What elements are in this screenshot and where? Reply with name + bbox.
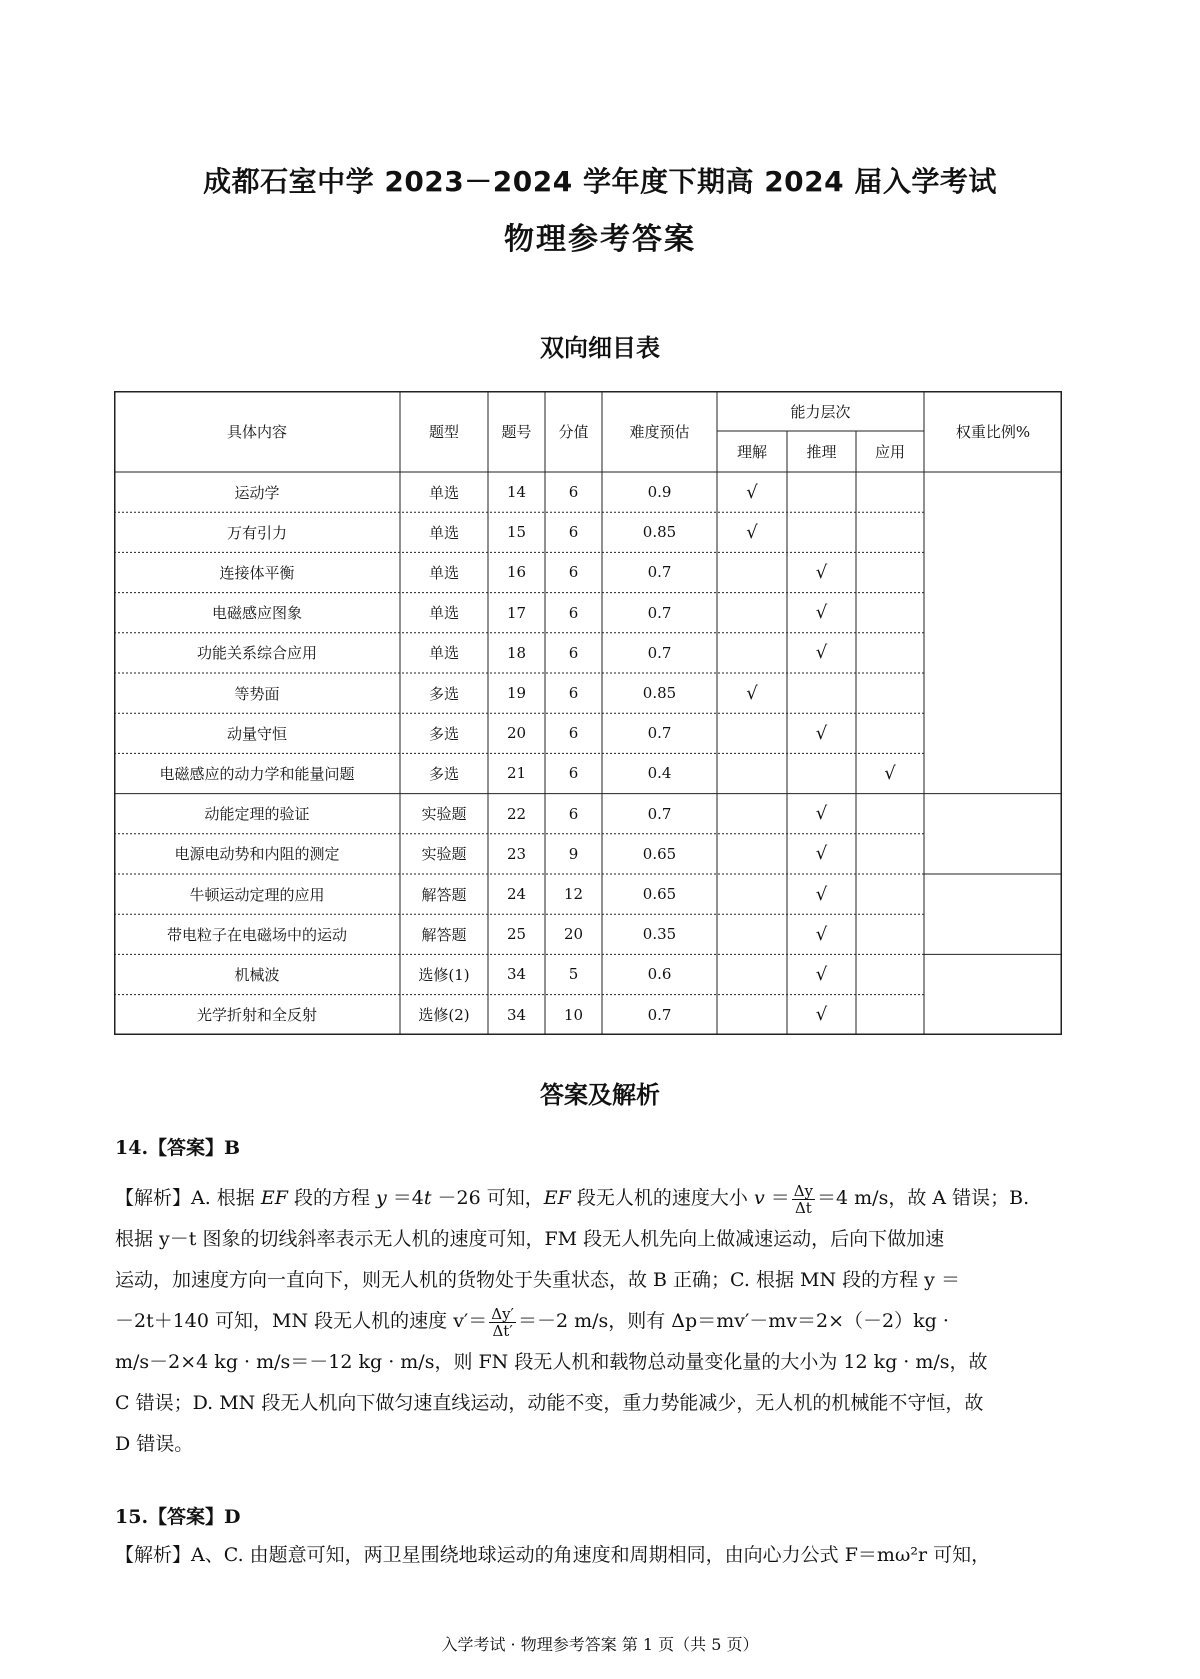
cell-number: 34 xyxy=(506,1005,527,1024)
cell-difficulty: 0.6 xyxy=(647,965,672,984)
cell-number: 15 xyxy=(506,523,527,542)
q14-line-3: 运动，加速度方向一直向下，则无人机的货物处于失重状态，故 B 正确；C. 根据 MN 段的方程 y ＝ xyxy=(115,1269,960,1291)
q14-line-6: C 错误；D. MN 段无人机向下做匀速直线运动，动能不变，重力势能减少，无人机的机械能不守恒，故 xyxy=(115,1392,984,1414)
cell-type: 解答题 xyxy=(421,925,467,944)
cell-type: 选修(2) xyxy=(418,1006,470,1025)
check-apply xyxy=(856,874,924,914)
text-span: 段的方程 xyxy=(287,1187,376,1209)
check-apply xyxy=(856,512,924,552)
cell-type: 单选 xyxy=(428,483,459,502)
cell-type: 实验题 xyxy=(421,845,467,864)
check-apply xyxy=(856,914,924,954)
header-apply: 应用 xyxy=(874,443,905,461)
check-reason: √ xyxy=(815,602,828,624)
text-span: ＝4 m/s，故 A 错误；B. xyxy=(817,1187,1030,1209)
cell-difficulty: 0.7 xyxy=(647,1005,672,1024)
header-difficulty: 难度预估 xyxy=(629,423,690,441)
cell-difficulty: 0.85 xyxy=(642,523,677,542)
header-score: 分值 xyxy=(558,423,589,441)
cell-number: 24 xyxy=(506,885,527,904)
check-apply xyxy=(856,593,924,633)
check-understand xyxy=(717,874,787,914)
cell-difficulty: 0.7 xyxy=(647,563,672,582)
cell-number: 17 xyxy=(506,603,527,622)
cell-content: 连接体平衡 xyxy=(219,563,295,582)
fraction-dy-prime xyxy=(489,1306,516,1339)
check-apply xyxy=(856,713,924,753)
math-span: EF xyxy=(260,1187,288,1209)
cell-number: 16 xyxy=(506,563,527,582)
math-span: EF xyxy=(543,1187,571,1209)
check-understand xyxy=(717,753,787,793)
cell-difficulty: 0.35 xyxy=(642,925,677,944)
check-understand xyxy=(717,794,787,834)
check-understand: √ xyxy=(746,481,758,503)
check-reason: √ xyxy=(815,963,828,985)
text-span: 段无人机的速度大小 xyxy=(570,1187,754,1209)
cell-number: 22 xyxy=(506,804,527,823)
cell-score: 6 xyxy=(568,483,579,502)
cell-type: 单选 xyxy=(428,523,459,542)
text-span: ＝ xyxy=(764,1187,790,1209)
cell-number: 25 xyxy=(506,925,527,944)
check-reason: √ xyxy=(815,1004,828,1026)
cell-number: 21 xyxy=(506,764,527,783)
check-apply xyxy=(856,794,924,834)
check-reason: √ xyxy=(815,923,828,945)
header-number: 题号 xyxy=(501,423,532,441)
q14-line-2: 根据 y－t 图象的切线斜率表示无人机的速度可知，FM 段无人机先向上做减速运动，后向下做加速 xyxy=(115,1228,945,1250)
fraction-numerator: Δy′ xyxy=(491,1304,514,1323)
header-weight: 权重比例% xyxy=(955,423,1031,441)
q15-answer-label: 15.【答案】D xyxy=(115,1506,241,1528)
cell-content: 动能定理的验证 xyxy=(204,805,310,824)
header-type: 题型 xyxy=(428,423,459,441)
cell-score: 6 xyxy=(568,684,579,703)
document-subtitle: 物理参考答案 xyxy=(504,222,696,257)
cell-number: 20 xyxy=(506,724,527,743)
check-reason: √ xyxy=(815,561,828,583)
q15-explanation xyxy=(115,1535,1060,1576)
cell-score: 6 xyxy=(568,804,579,823)
q14-line-7: D 错误。 xyxy=(115,1433,194,1455)
cell-type: 单选 xyxy=(428,644,459,663)
cell-content: 机械波 xyxy=(234,965,280,984)
answers-heading: 答案及解析 xyxy=(540,1081,660,1109)
q14-line-5: m/s－2×4 kg · m/s＝－12 kg · m/s，则 FN 段无人机和载物总动量变化量的大小为 12 kg · m/s，故 xyxy=(115,1351,988,1373)
q14-explanation xyxy=(115,1178,1060,1465)
check-apply: √ xyxy=(884,762,896,784)
cell-content: 电磁感应的动力学和能量问题 xyxy=(159,764,355,783)
check-reason xyxy=(787,472,856,512)
cell-difficulty: 0.7 xyxy=(647,804,672,823)
fraction-denominator: Δt xyxy=(794,1198,812,1217)
check-apply xyxy=(856,552,924,592)
page-footer: 入学考试 · 物理参考答案 第 1 页（共 5 页） xyxy=(441,1635,759,1654)
cell-type: 实验题 xyxy=(421,805,467,824)
cell-difficulty: 0.65 xyxy=(642,885,677,904)
cell-content: 牛顿运动定理的应用 xyxy=(189,885,325,904)
cell-score: 6 xyxy=(568,643,579,662)
check-apply xyxy=(856,995,924,1035)
q14-line-4 xyxy=(115,1301,1060,1342)
cell-type: 单选 xyxy=(428,604,459,623)
check-reason: √ xyxy=(815,642,828,664)
check-understand xyxy=(717,995,787,1035)
specification-table xyxy=(114,391,1062,1035)
check-reason xyxy=(787,753,856,793)
check-apply xyxy=(856,633,924,673)
cell-type: 选修(1) xyxy=(418,965,470,984)
cell-score: 9 xyxy=(568,844,579,863)
cell-score: 20 xyxy=(563,925,584,944)
cell-type: 多选 xyxy=(428,724,459,743)
cell-content: 电磁感应图象 xyxy=(211,604,302,623)
cell-number: 18 xyxy=(506,643,527,662)
check-reason: √ xyxy=(815,722,828,744)
cell-score: 12 xyxy=(563,885,584,904)
check-reason: √ xyxy=(815,843,828,865)
cell-type: 单选 xyxy=(428,563,459,582)
cell-number: 19 xyxy=(506,684,527,703)
cell-difficulty: 0.7 xyxy=(647,643,672,662)
check-apply xyxy=(856,954,924,994)
exam-title: 成都石室中学 2023－2024 学年度下期高 2024 届入学考试 xyxy=(203,165,997,198)
cell-content: 等势面 xyxy=(234,684,280,703)
cell-content: 动量守恒 xyxy=(226,724,287,743)
cell-score: 6 xyxy=(568,523,579,542)
check-understand xyxy=(717,593,787,633)
cell-score: 10 xyxy=(563,1005,584,1024)
cell-number: 23 xyxy=(506,844,527,863)
header-reason: 推理 xyxy=(806,443,837,461)
math-span: y xyxy=(376,1187,387,1209)
check-reason: √ xyxy=(815,803,828,825)
q14-line-1 xyxy=(115,1178,1060,1219)
check-understand xyxy=(717,552,787,592)
text-span: ＝－2 m/s，则有 Δp＝mv′－mv＝2×（－2）kg · xyxy=(517,1310,949,1332)
cell-difficulty: 0.7 xyxy=(647,603,672,622)
check-understand xyxy=(717,713,787,753)
header-ability: 能力层次 xyxy=(790,402,851,421)
check-reason xyxy=(787,673,856,713)
cell-type: 多选 xyxy=(428,764,459,783)
check-understand xyxy=(717,914,787,954)
check-apply xyxy=(856,472,924,512)
cell-type: 解答题 xyxy=(421,885,467,904)
check-reason xyxy=(787,512,856,552)
cell-content: 光学折射和全反射 xyxy=(196,1006,317,1025)
math-span: t xyxy=(423,1187,432,1209)
check-reason: √ xyxy=(815,883,828,905)
check-understand xyxy=(717,834,787,874)
cell-difficulty: 0.7 xyxy=(647,724,672,743)
cell-difficulty: 0.85 xyxy=(642,684,677,703)
cell-content: 功能关系综合应用 xyxy=(196,644,317,663)
cell-score: 6 xyxy=(568,563,579,582)
fraction-numerator: Δy xyxy=(793,1181,814,1200)
check-understand: √ xyxy=(746,682,758,704)
fraction-denominator: Δt′ xyxy=(492,1321,513,1340)
fraction-dy-dt xyxy=(792,1183,815,1216)
math-span: v xyxy=(753,1187,765,1209)
check-apply xyxy=(856,834,924,874)
cell-content: 电源电动势和内阻的测定 xyxy=(174,845,340,864)
cell-score: 5 xyxy=(568,965,579,984)
cell-difficulty: 0.4 xyxy=(647,764,672,783)
text-span: －2t＋140 可知，MN 段无人机的速度 v′＝ xyxy=(115,1310,488,1332)
cell-content: 运动学 xyxy=(234,483,280,502)
cell-content: 带电粒子在电磁场中的运动 xyxy=(166,925,347,944)
check-apply xyxy=(856,673,924,713)
text-span: ＝4 xyxy=(386,1187,424,1209)
check-understand xyxy=(717,954,787,994)
cell-score: 6 xyxy=(568,724,579,743)
cell-content: 万有引力 xyxy=(226,523,287,542)
table-heading: 双向细目表 xyxy=(540,334,660,362)
cell-number: 14 xyxy=(506,483,527,502)
header-understand: 理解 xyxy=(736,443,767,461)
cell-difficulty: 0.9 xyxy=(647,483,672,502)
cell-score: 6 xyxy=(568,764,579,783)
text-span: －26 可知， xyxy=(431,1187,544,1209)
cell-type: 多选 xyxy=(428,684,459,703)
q14-answer-label: 14.【答案】B xyxy=(115,1137,241,1159)
check-understand xyxy=(717,633,787,673)
check-understand: √ xyxy=(746,521,758,543)
cell-difficulty: 0.65 xyxy=(642,844,677,863)
q15-line-1: 【解析】A、C. 由题意可知，两卫星围绕地球运动的角速度和周期相同，由向心力公式 F＝mω²r 可知， xyxy=(115,1544,991,1566)
cell-score: 6 xyxy=(568,603,579,622)
text-span: 【解析】A. 根据 xyxy=(115,1187,261,1209)
header-content: 具体内容 xyxy=(226,423,287,441)
cell-number: 34 xyxy=(506,965,527,984)
